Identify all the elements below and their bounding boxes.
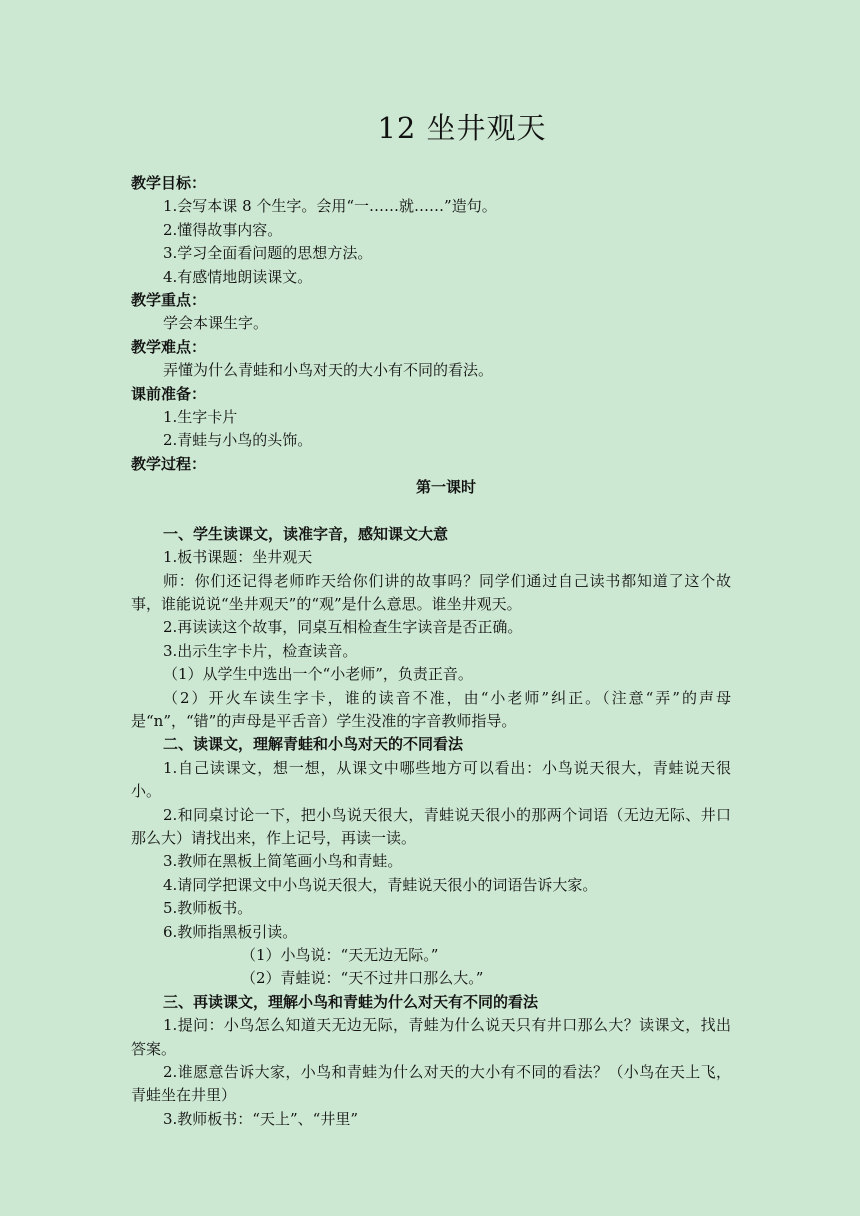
paragraph: 2.再读读这个故事，同桌互相检查生字读音是否正确。	[163, 618, 523, 637]
heading-objectives: 教学目标：	[131, 174, 207, 192]
heading-preparation: 课前准备：	[131, 384, 207, 403]
paragraph: 3.教师在黑板上简笔画小鸟和青蛙。	[163, 852, 403, 871]
difficulties-text: 弄懂为什么青蛙和小鸟对天的大小有不同的看法。	[163, 361, 494, 380]
key-points-text: 学会本课生字。	[163, 314, 269, 333]
document-body	[131, 172, 731, 1131]
spacer	[131, 500, 731, 523]
paragraph: 3.教师板书：“天上”、“井里”	[163, 1109, 358, 1128]
paragraph: 4.请同学把课文中小鸟说天很大，青蛙说天很小的词语告诉大家。	[163, 875, 598, 894]
paragraph: 5.教师板书。	[163, 899, 253, 918]
objective-item: 2.懂得故事内容。	[163, 220, 283, 239]
preparation-item: 1.生字卡片	[163, 408, 238, 427]
heading-process: 教学过程：	[131, 454, 207, 473]
page-title: 12 坐井观天	[377, 111, 547, 145]
section-heading-2: 二、读课文，理解青蛙和小鸟对天的不同看法	[163, 735, 464, 754]
quote-line: （2）青蛙说：“天不过井口那么大。”	[241, 969, 484, 988]
paragraph: 1.自己读课文，想一想，从课文中哪些地方可以看出：小鸟说天很大，青蛙说天很小。	[131, 758, 731, 801]
objective-item: 3.学习全面看问题的思想方法。	[163, 244, 373, 263]
objective-item: 1.会写本课 8 个生字。会用“一……就……”造句。	[163, 197, 497, 216]
heading-key-points: 教学重点：	[131, 291, 207, 310]
paragraph: 师：你们还记得老师昨天给你们讲的故事吗？同学们通过自己读书都知道了这个故事，谁能说说“坐井观天”的“观”是什么意思。谁坐井观天。	[131, 571, 731, 613]
paragraph: （2）开火车读生字卡，谁的读音不准，由“小老师”纠正。（注意“弄”的声母是“n”，“错”的声母是平舌音）学生没准的字音教师指导。	[131, 688, 731, 730]
paragraph: 1.板书课题：坐井观天	[163, 548, 313, 567]
section-heading-1: 一、学生读课文，读准字音，感知课文大意	[163, 524, 449, 543]
paragraph: 2.和同桌讨论一下，把小鸟说天很大，青蛙说天很小的那两个词语（无边无际、井口那么大）请找出来，作上记号，再读一读。	[131, 805, 731, 847]
lesson-label: 第一课时	[415, 478, 476, 497]
objective-item: 4.有感情地朗读课文。	[163, 267, 313, 286]
paragraph: （1）从学生中选出一个“小老师”，负责正音。	[163, 665, 473, 684]
heading-difficulties: 教学难点：	[131, 337, 207, 356]
section-heading-3: 三、再读课文，理解小鸟和青蛙为什么对天有不同的看法	[163, 992, 539, 1011]
paragraph: 1.提问：小鸟怎么知道天无边无际，青蛙为什么说天只有井口那么大？读课文，找出答案。	[131, 1016, 731, 1058]
preparation-item: 2.青蛙与小鸟的头饰。	[163, 431, 313, 450]
paragraph: 6.教师指黑板引读。	[163, 922, 298, 941]
quote-line: （1）小鸟说：“天无边无际。”	[241, 946, 439, 964]
paragraph: 3.出示生字卡片，检查读音。	[163, 641, 358, 660]
paragraph: 2.谁愿意告诉大家，小鸟和青蛙为什么对天的大小有不同的看法？（小鸟在天上飞，青蛙坐在井里）	[131, 1063, 731, 1105]
